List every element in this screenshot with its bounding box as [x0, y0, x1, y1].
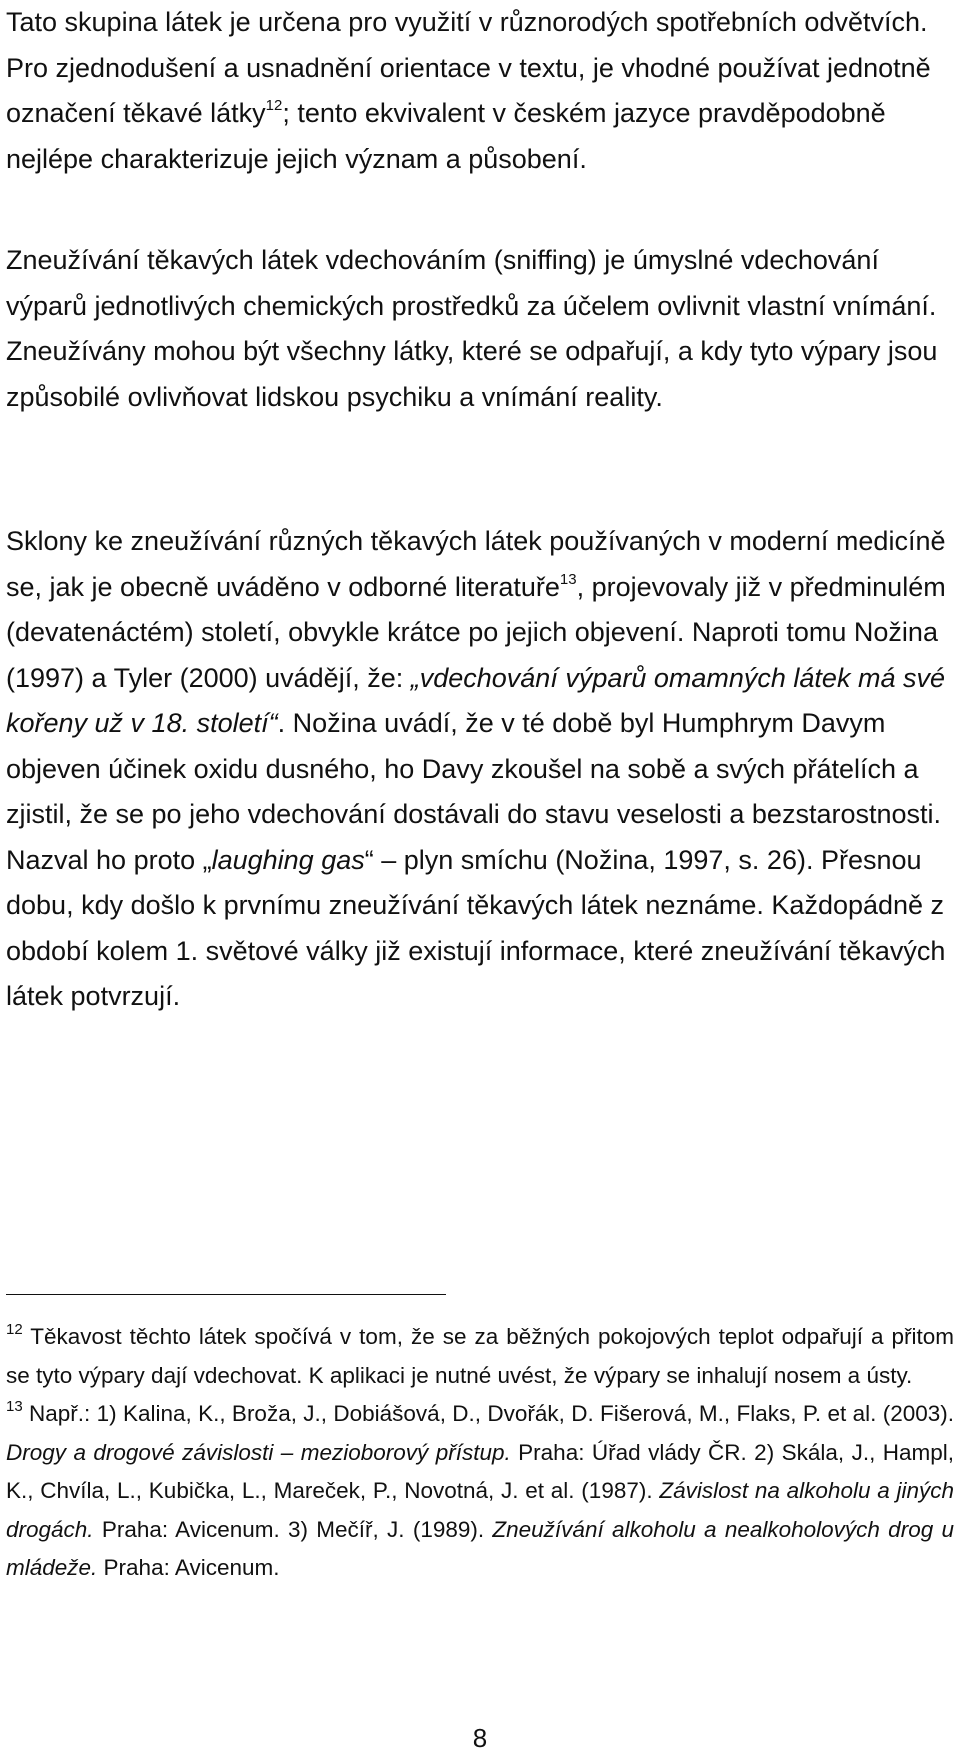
paragraph-2: [6, 238, 956, 420]
page-number: 8: [472, 1723, 488, 1753]
footnote-13-text-g: Praha: Avicenum.: [97, 1555, 280, 1580]
paragraph-3-text-b: , projevovaly již v předminulém (devatenáctém) století, obvykle krátce po jejich objevení. Naproti tomu Nožina (1997) a Tyler (2000) uvádějí, že:: [6, 571, 946, 693]
paragraph-3-text-d: “ – plyn smíchu (Nožina, 1997, s. 26). Přesnou dobu, kdy došlo k prvnímu zneužívání těkavých látek neznáme. Každopádně z období kolem 1. světové války již existují informace, které zneužívání těkavých látek potvrzují.: [6, 844, 946, 1011]
laughing-gas-term: laughing gas: [211, 844, 365, 875]
footnotes: [6, 1318, 954, 1588]
footnote-12-number: 12: [6, 1320, 23, 1338]
footnote-13-text-a: Např.: 1) Kalina, K., Broža, J., Dobiášová, D., Dvořák, D. Fišerová, M., Flaks, P. et al. (2003).: [22, 1401, 954, 1426]
paragraph-1-text-a: Tato skupina látek je určena pro využití v různorodých spotřebních odvětvích. Pro zjednodušení a usnadnění orientace v textu, je vhodné používat jednotně označení těkavé látky: [6, 7, 931, 128]
footnote-12-text: Těkavost těchto látek spočívá v tom, že se za běžných pokojových teplot odpařují a přitom se tyto výpary dají vdechovat. K aplikaci je nutné uvést, že výpary se inhalují nosem a ústy.: [6, 1324, 954, 1388]
footnote-13-title-3: Zneužívání alkoholu a nealkoholových drog u mládeže.: [6, 1516, 954, 1580]
paragraph-3: [6, 519, 956, 1020]
paragraph-1-text-b: ; tento ekvivalent v českém jazyce pravděpodobně nejlépe charakterizuje jejich význam a působení.: [6, 98, 886, 174]
footnote-separator: [6, 1294, 446, 1295]
footnote-13-title-2: Závislost na alkoholu a jiných drogách.: [6, 1478, 954, 1542]
paragraph-3-text-c: . Nožina uvádí, že v té době byl Humphrym Davym objeven účinek oxidu dusného, ho Davy zkoušel na sobě a svých přátelích a zjistil, že se po jeho vdechování dostávali do stavu veselosti a bezstarostnosti. Nazval ho proto „: [6, 708, 942, 875]
paragraph-1: [6, 0, 956, 182]
footnote-ref-12[interactable]: 12: [265, 97, 283, 114]
footnote-13-text-e: Praha: Avicenum. 3) Mečíř, J. (1989).: [93, 1516, 493, 1542]
footnote-13: [6, 1395, 954, 1588]
paragraph-2-text: Zneužívání těkavých látek vdechováním (sniffing) je úmyslné vdechování výparů jednotlivých chemických prostředků za účelem ovlivnit vlastní vnímání. Zneužívány mohou být všechny látky, které se odpařují, a kdy tyto výpary jsou způsobilé ovlivňovat lidskou psychiku a vnímání reality.: [6, 245, 938, 412]
footnote-12: [6, 1318, 954, 1395]
footnote-13-number: 13: [6, 1397, 23, 1415]
footnote-13-text-c: Praha: Úřad vlády ČR. 2) Skála, J., Hampl, K., Chvíla, L., Kubička, L., Mareček, P., Novotná, J. et al. (1987).: [6, 1439, 955, 1503]
paragraph-3-quote: „vdechování výparů omamných látek má své kořeny už v 18. století“: [6, 662, 945, 738]
footnote-ref-13[interactable]: 13: [559, 570, 577, 588]
footnote-13-title-1: Drogy a drogové závislosti – mezioborový přístup.: [6, 1439, 511, 1465]
paragraph-3-text-a: Sklony ke zneužívání různých těkavých látek používaných v moderní medicíně se, jak je obecně uváděno v odborné literatuře: [6, 526, 946, 602]
